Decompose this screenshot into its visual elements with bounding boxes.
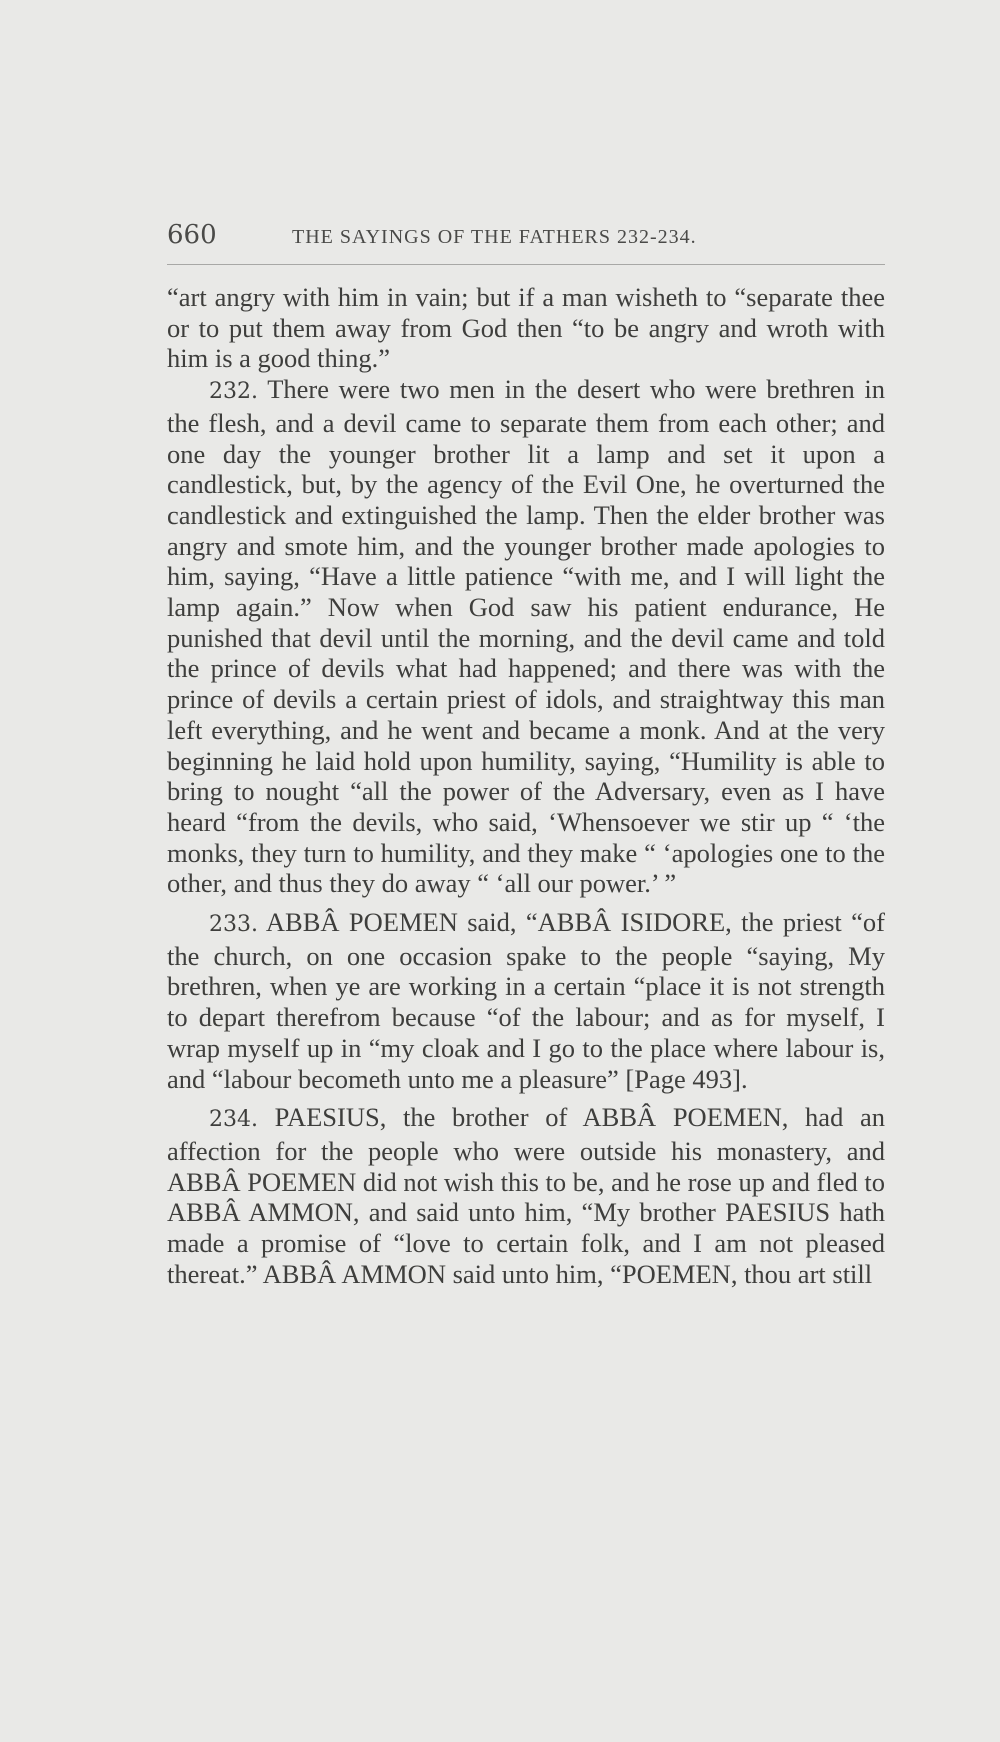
paragraph-text: ABBÂ POEMEN said, “ABBÂ ISIDORE, the priest “of the church, on one occasion spake to the people “saying, My brethren, when ye are working in a certain “place it is not strength to depart therefrom because “of the labour; and as for myself, I wrap myself up in “my cloak and I go to the place where labour is, and “labour becometh unto me a pleasure” [Page 493]. — [167, 907, 886, 1094]
body-text — [167, 282, 885, 1290]
section-number: 234. — [209, 1107, 258, 1133]
section-number: 232. — [209, 379, 258, 405]
page-header — [167, 220, 885, 265]
section-number: 233. — [209, 912, 258, 938]
paragraph-232 — [167, 374, 885, 899]
running-title: THE SAYINGS OF THE FATHERS 232-234. — [292, 226, 697, 248]
paragraph-233 — [167, 907, 885, 1094]
paragraph-text: PAESIUS, the brother of ABBÂ POEMEN, had an affection for the people who were outside his monastery, and ABBÂ POEMEN did not wish this to be, and he rose up and fled to ABBÂ AMMON, and said unto him, “My brother PAESIUS hath made a promise of “love to certain folk, and I am not pleased thereat.” ABBÂ AMMON said unto him, “POEMEN, thou art still — [167, 1102, 885, 1289]
paragraph-continuation — [167, 282, 885, 374]
paragraph-text: There were two men in the desert who were brethren in the flesh, and a devil came to separate them from each other; and one day the younger brother lit a lamp and set it upon a candlestick, but, by the agency of the Evil One, he overturned the candlestick and extinguished the lamp. Then the elder brother was angry and smote him, and the younger brother made apologies to him, saying, “Have a little patience “with me, and I will light the lamp again.” Now when God saw his patient endurance, He punished that devil until the morning, and the devil came and told the prince of devils what had happened; and there was with the prince of devils a certain priest of idols, and straightway this man left everything, and he went and became a monk. And at the very beginning he laid hold upon humility, saying, “Humility is able to bring to nought “all the power of the Adversary, even as I have heard “from the devils, who said, ‘Whensoever we stir up “ ‘the monks, they turn to humility, and they make “ ‘apologies one to the other, and thus they do away “ ‘all our power.’ ” — [167, 374, 885, 899]
page-number: 660 — [167, 220, 217, 250]
paragraph-text: “art angry with him in vain; but if a man wisheth to “separate thee or to put them away from God then “to be angry and wroth with him is a good thing.” — [167, 282, 885, 374]
paragraph-234 — [167, 1102, 885, 1289]
